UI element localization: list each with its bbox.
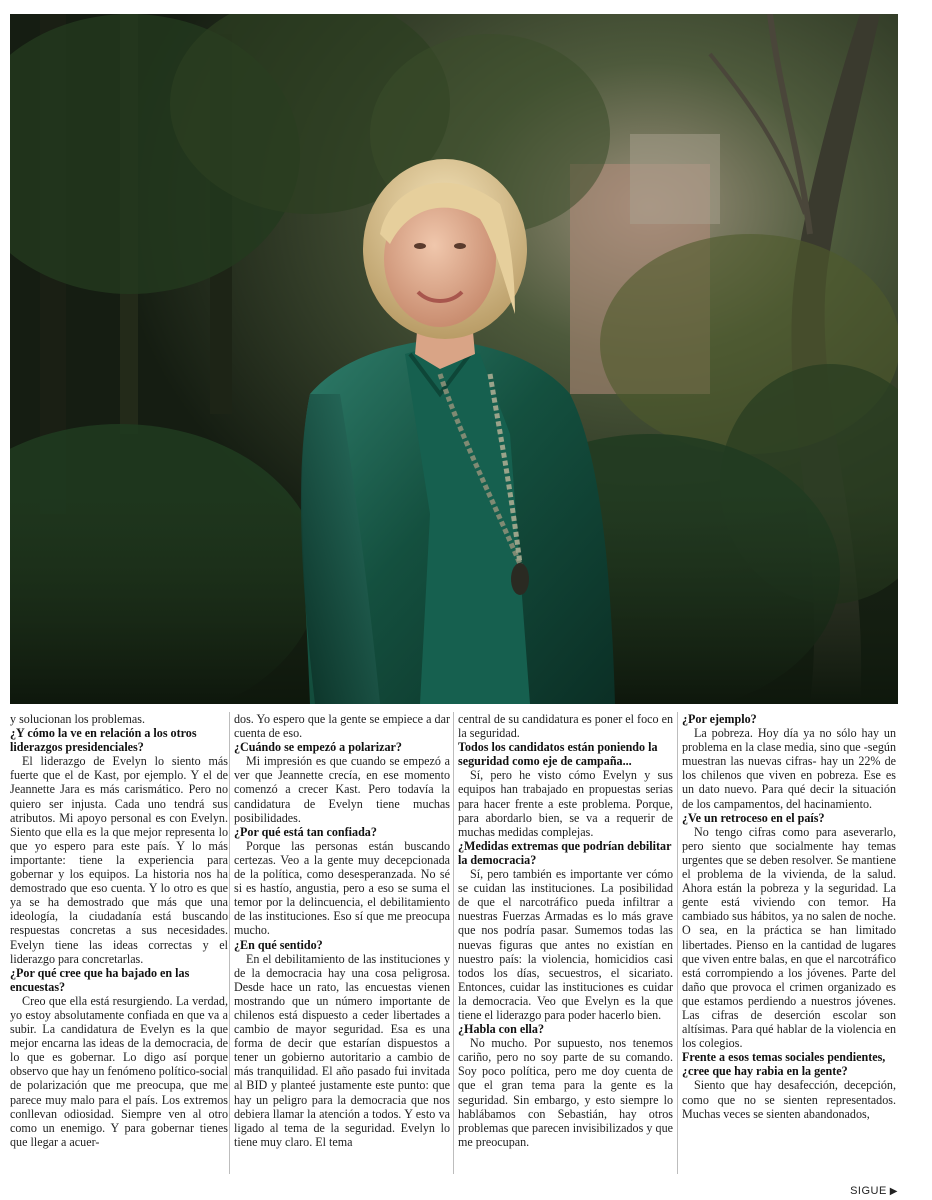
question-heading: ¿Por ejemplo?: [682, 712, 757, 726]
answer-paragraph: Creo que ella está resurgiendo. La verdad, yo estoy absolutamente confiada en que va a subir. La candidatura de Evelyn es la que mejor encarna las ideas de la democracia, de lo que es gobernar. Lo digo así porque observo que hay un fenómeno político-social de polarización que me preocupa, que me parece muy malo para el país. Los extremos conllevan odiosidad. Siempre ven al otro como un enemigo. Y para gobernar tienes que llegar a acuer-: [10, 993, 228, 1149]
question-heading: Todos los candidatos están poniendo la seguridad como eje de campaña...: [458, 740, 658, 769]
article-column-3: [458, 712, 673, 1174]
column-rule: [453, 712, 454, 1174]
question-heading: ¿Medidas extremas que podrían debilitar la democracia?: [458, 838, 672, 867]
column-rule: [677, 712, 678, 1174]
article-column-2: [234, 712, 450, 1174]
question-heading: ¿Cuándo se empezó a polarizar?: [234, 740, 402, 755]
answer-paragraph: Porque las personas están buscando certezas. Veo a la gente muy decepcionada de la política, como desesperanzada. No sé si es hastío, angustia, pero a eso se suma el temor por la delincuencia, el debilitamiento de las instituciones. Eso sí que me preocupa mucho.: [234, 838, 450, 938]
answer-paragraph: central de su candidatura es poner el foco en la seguridad.: [458, 712, 673, 741]
portrait-photo: [10, 14, 898, 704]
answer-paragraph: Mi impresión es que cuando se empezó a ver que Jeannette crecía, en ese momento comenzó a crecer Kast. Pero todavía la candidatura de Evelyn tiene muchas posibilidades.: [234, 754, 450, 825]
question-heading: Frente a esos temas sociales pendientes, ¿cree que hay rabia en la gente?: [682, 1050, 886, 1079]
question-heading: ¿Ve un retroceso en el país?: [682, 810, 825, 825]
triangle-right-icon: ▶: [889, 1186, 898, 1197]
answer-paragraph: y solucionan los problemas.: [10, 712, 146, 726]
column-rule: [229, 712, 230, 1174]
question-heading: ¿Por qué está tan confiada?: [234, 824, 377, 839]
article-column-4: [682, 712, 896, 1174]
question-heading: ¿Habla con ella?: [458, 1022, 545, 1037]
continue-label: SIGUE: [850, 1185, 887, 1197]
answer-paragraph: Sí, pero también es importante ver cómo se cuidan las instituciones. La posibilidad de que el narcotráfico pueda infiltrar a nuestras Fuerzas Armadas es lo más grave que nos podría pasar. Sumemos todas las nuevas figuras que antes no existían en nuestro país: la violencia, homicidios casi todos los días, secuestros, el sicariato. Entonces, cuidar las instituciones es cuidar la democracia. Veo que Evelyn es la que tiene el liderazgo para poder hacerlo bien.: [458, 867, 673, 1022]
answer-paragraph: Sí, pero he visto cómo Evelyn y sus equipos han trabajado en propuestas serias para hacer frente a este problema. Porque, para abordarlo bien, se va a requerir de muchas medidas complejas.: [458, 768, 673, 839]
answer-paragraph: El liderazgo de Evelyn lo siento más fuerte que el de Kast, por ejemplo. Y el de Jeannette Jara es más carismático. Pero no quiero ser injusta. Cada uno tendrá sus atributos. Mi apoyo personal es con Evelyn. Siento que ella es la que mejor representa lo que yo espero para este país. Y lo más importante: tiene la experiencia para gobernar y los equipos. La historia nos ha demostrado que eso cuenta. Y lo otro es que ya se ha demostrado que más que una ideología, la ciudadanía está buscando respuestas concretas a sus necesidades. Evelyn tiene las ideas correctas y el liderazgo para concretarlas.: [10, 754, 228, 966]
answer-paragraph: No tengo cifras como para aseverarlo, pero siento que socialmente hay temas urgentes que se deben resolver. Se mantiene el problema de la vivienda, de la salud. Ahora están la pobreza y la seguridad. La gente está viviendo con temor. Ha cambiado sus hábitos, ya no salen de noche. O sea, en la práctica se han limitado libertades. Pienso en la cantidad de lugares que viven entre balas, en que el narcotráfico está corrompiendo a los jóvenes. Parte del daño que provoca el crimen organizado es que estamos perdiendo a nuestros jóvenes. Las cifras de deserción escolar son altísimas. Para qué hablar de la violencia en los colegios.: [682, 824, 896, 1051]
answer-paragraph: dos. Yo espero que la gente se empiece a dar cuenta de eso.: [234, 712, 450, 741]
answer-paragraph: La pobreza. Hoy día ya no sólo hay un problema en la clase media, sino que -según muestran las nuevas cifras- hay un 22% de los chilenos que viven en pobreza. Ese es un dato nuevo. Para qué decir la situación de los campamentos, del hacinamiento.: [682, 726, 896, 811]
answer-paragraph: Siento que hay desafección, decepción, como que no se sienten representados. Muchas veces se sienten abandonados,: [682, 1078, 896, 1121]
question-heading: ¿Por qué cree que ha bajado en las encuestas?: [10, 965, 190, 994]
article-column-1: [10, 712, 228, 1174]
continue-marker: [850, 1185, 898, 1197]
question-heading: ¿En qué sentido?: [234, 937, 323, 952]
question-heading: ¿Y cómo la ve en relación a los otros liderazgos presidenciales?: [10, 726, 197, 755]
answer-paragraph: No mucho. Por supuesto, nos tenemos cariño, pero no soy parte de su comando. Soy poco política, pero me doy cuenta de que el gran tema para la gente es la seguridad. Sin embargo, y esto siempre lo hablábamos con Sebastián, hay otros problemas que parecen invisibilizados y que me preocupan.: [458, 1036, 673, 1149]
answer-paragraph: En el debilitamiento de las instituciones y de la democracia hay una cosa peligrosa. Desde hace un rato, las encuestas vienen mostrando que un número importante de chilenos está dispuesto a ceder libertades a cambio de mayor seguridad. Esa es una forma de decir que estarían dispuestos a tener un gobierno autoritario a cambio de más tranquilidad. El año pasado fui invitada al BID y planteé justamente este punto: que hay un peligro para la democracia que nos debiera llamar la atención a todos. Y esto va ligado al tema de la seguridad. Evelyn lo tiene muy claro. El tema: [234, 951, 450, 1149]
